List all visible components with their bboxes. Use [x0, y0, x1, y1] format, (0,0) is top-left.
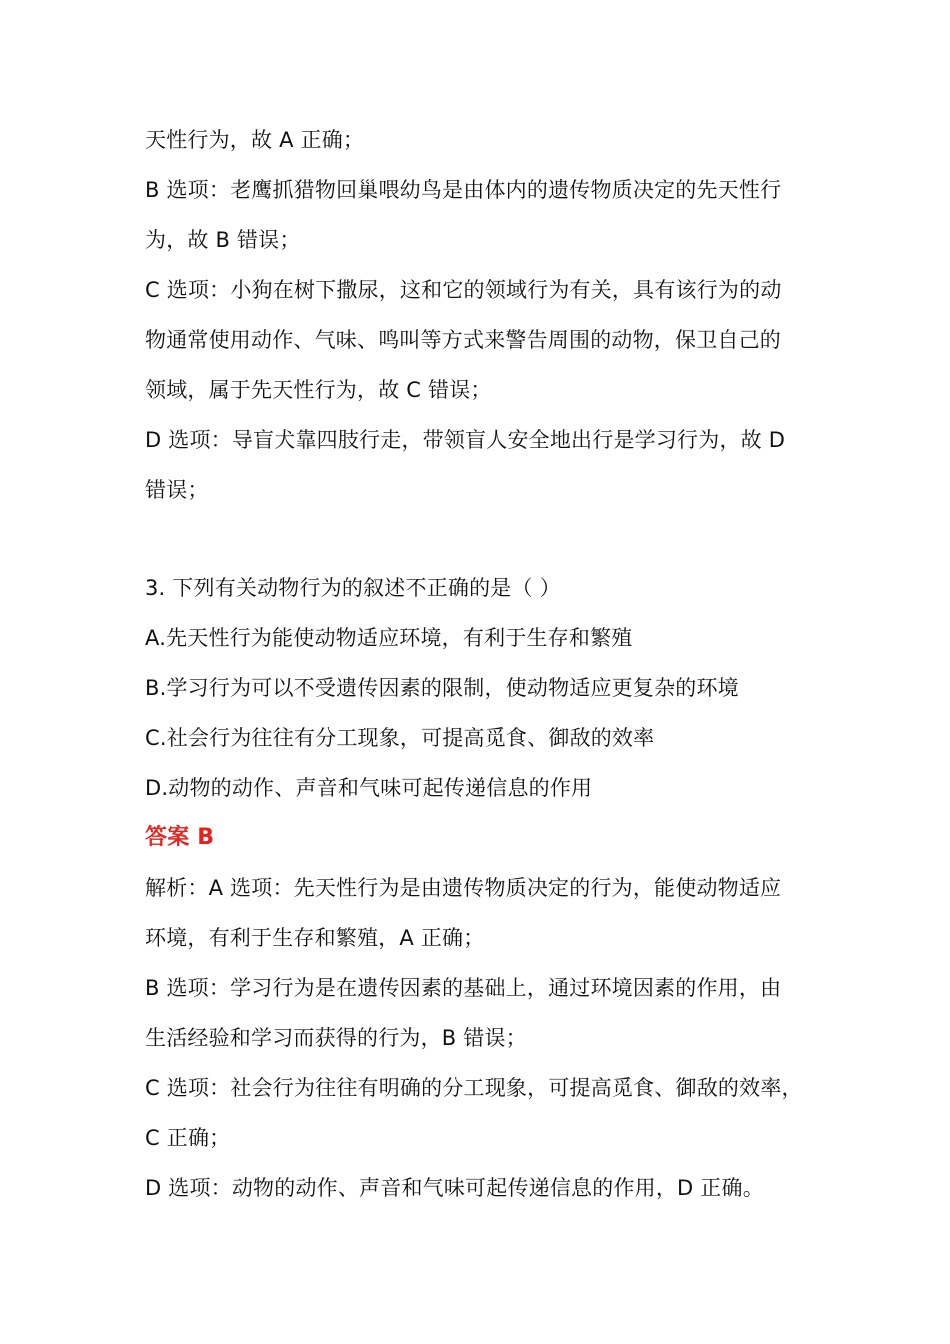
option-d: D.动物的动作、声音和气味可起传递信息的作用	[145, 776, 593, 800]
option-b: B.学习行为可以不受遗传因素的限制，使动物适应更复杂的环境	[145, 676, 739, 700]
explanation-line-6: C 正确；	[145, 1126, 231, 1150]
explanation-line-7: D 选项：动物的动作、声音和气味可起传递信息的作用，D 正确。	[145, 1176, 764, 1200]
answer-label: 答案 B	[145, 825, 215, 850]
prev-explanation-line-6: 领域，属于先天性行为，故 C 错误；	[145, 378, 492, 402]
explanation-line-1: 解析：A 选项：先天性行为是由遗传物质决定的行为，能使动物适应	[145, 876, 782, 900]
question-stem: 3. 下列有关动物行为的叙述不正确的是（ ）	[145, 576, 561, 600]
prev-explanation-line-5: 物通常使用动作、气味、鸣叫等方式来警告周围的动物，保卫自己的	[145, 328, 781, 352]
prev-explanation-line-3: 为，故 B 错误；	[145, 228, 301, 252]
prev-explanation-line-1: 天性行为，故 A 正确；	[145, 128, 365, 152]
prev-explanation-line-7: D 选项：导盲犬靠四肢行走，带领盲人安全地出行是学习行为，故 D	[145, 428, 786, 452]
explanation-line-2: 环境，有利于生存和繁殖，A 正确；	[145, 926, 485, 950]
prev-explanation-line-2: B 选项：老鹰抓猎物回巢喂幼鸟是由体内的遗传物质决定的先天性行	[145, 178, 782, 202]
explanation-line-4: 生活经验和学习而获得的行为，B 错误；	[145, 1026, 527, 1050]
option-a: A.先天性行为能使动物适应环境，有利于生存和繁殖	[145, 626, 633, 650]
explanation-line-5: C 选项：社会行为往往有明确的分工现象，可提高觅食、御敌的效率，	[145, 1076, 803, 1100]
explanation-line-3: B 选项：学习行为是在遗传因素的基础上，通过环境因素的作用，由	[145, 976, 782, 1000]
prev-explanation-line-4: C 选项：小狗在树下撒尿，这和它的领域行为有关，具有该行为的动	[145, 278, 782, 302]
prev-explanation-line-8: 错误；	[145, 478, 209, 502]
option-c: C.社会行为往往有分工现象，可提高觅食、御敌的效率	[145, 726, 655, 750]
